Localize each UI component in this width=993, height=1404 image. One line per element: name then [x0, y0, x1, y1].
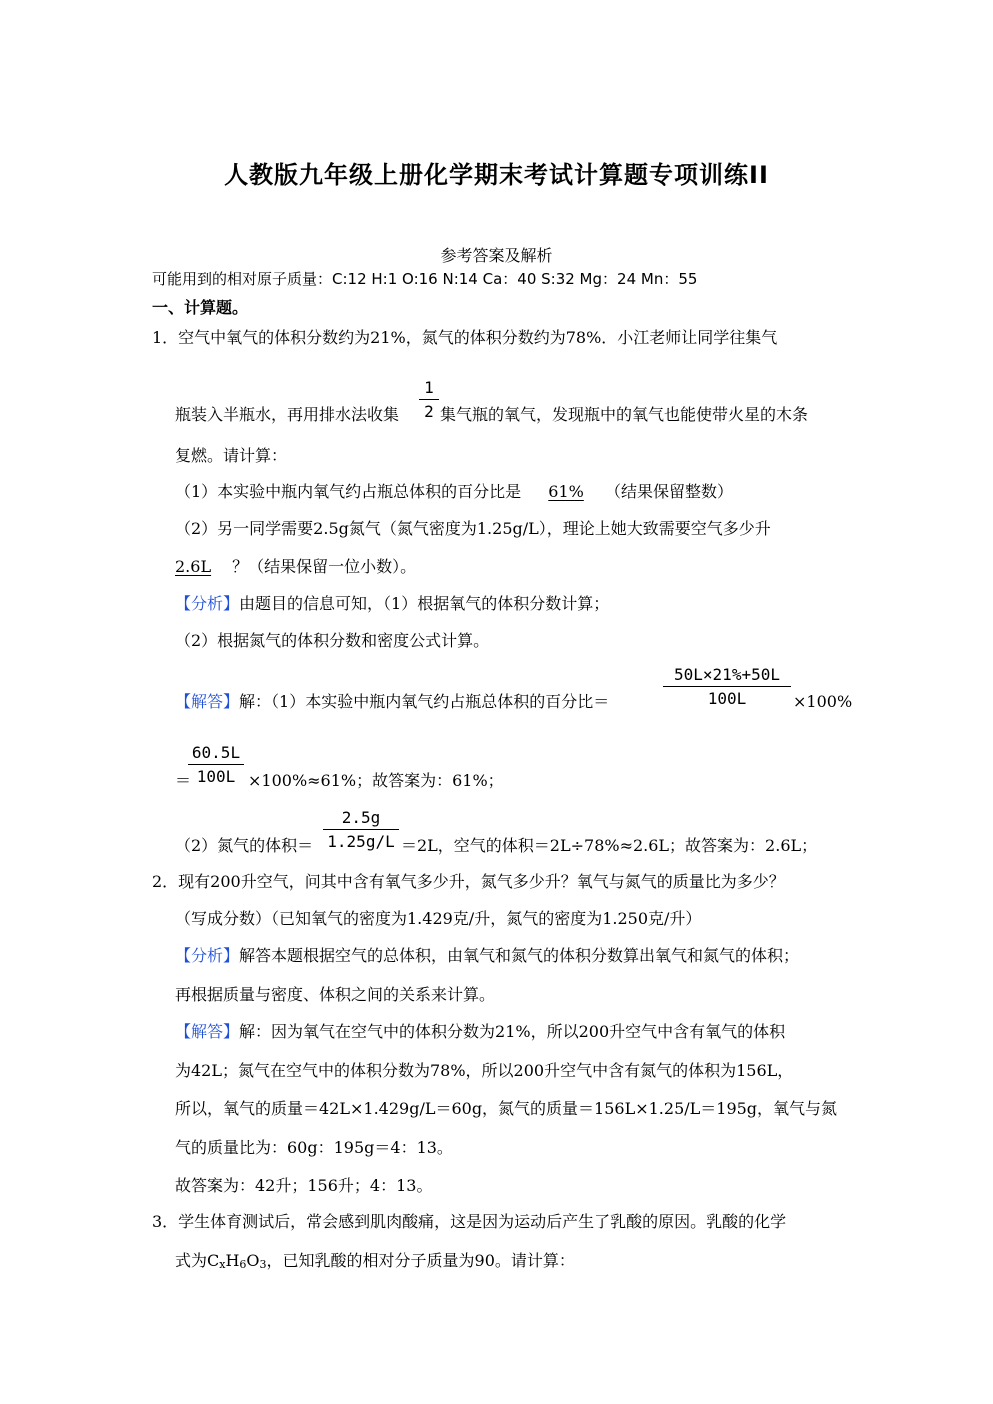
- q1-analysis-2: （2）根据氮气的体积分数和密度公式计算。: [175, 631, 490, 650]
- q1-part2: （2）另一同学需要2.5g氮气（氮气密度为1.25g/L），理论上她大致需要空气多少升: [175, 519, 771, 538]
- q3-sub-3: 3: [259, 1258, 267, 1271]
- frac-numerator: 60.5L: [191, 743, 241, 762]
- frac-bar: [188, 764, 244, 765]
- q3-formula-o: O: [246, 1251, 260, 1270]
- q2-analysis-1: [175, 946, 799, 966]
- q1-line1: 1．空气中氧气的体积分数约为21%，氮气的体积分数约为78%．小江老师让同学往集气: [152, 328, 778, 347]
- q2-solution-4: 气的质量比为：60g：195g＝4：13。: [175, 1138, 453, 1157]
- q1-part2-answer: 2.6L: [175, 557, 212, 576]
- q1-part2-note: ？（结果保留一位小数）。: [232, 557, 417, 576]
- q1-line2-post: 集气瓶的氧气，发现瓶中的氧气也能使带火星的木条: [440, 405, 809, 424]
- section-heading: 一、计算题。: [152, 298, 249, 317]
- q1-solution-fraction-3: [323, 808, 399, 852]
- q1-analysis-text: 由题目的信息可知，（1）根据氧气的体积分数计算；: [239, 594, 610, 613]
- q1-fraction-half: [419, 378, 439, 422]
- q1-solution-text: 解：（1）本实验中瓶内氧气约占瓶总体积的百分比＝: [239, 692, 610, 711]
- analysis-tag: 【分析】: [175, 594, 240, 613]
- q1-solution-fraction-1: [663, 665, 791, 709]
- q1-part1-answer: 61%: [548, 482, 584, 501]
- frac-bar: [323, 829, 399, 830]
- q3-line1: 3．学生体育测试后，常会感到肌肉酸痛，这是因为运动后产生了乳酸的原因。乳酸的化学: [152, 1212, 787, 1231]
- q3-formula-h: H: [225, 1251, 240, 1270]
- frac-denominator: 1.25g/L: [327, 832, 395, 851]
- q3-sub-x: x: [219, 1258, 226, 1271]
- q1-part1: [175, 482, 733, 502]
- q1-part2-answer-line: [175, 557, 416, 577]
- q1-solution-times: ×100%: [793, 692, 853, 711]
- q1-part1-text: （1）本实验中瓶内氧气约占瓶总体积的百分比是: [175, 482, 522, 501]
- frac-denominator: 100L: [707, 689, 747, 708]
- q3-line2: [175, 1251, 575, 1275]
- atomic-mass-line: 可能用到的相对原子质量：C:12 H:1 O:16 N:14 Ca：40 S:32 Mg：24 Mn：55: [152, 270, 698, 288]
- q2-solution-2: 为42L；氮气在空气中的体积分数为78%，所以200升空气中含有氮气的体积为156L，: [175, 1061, 794, 1080]
- q1-analysis-1: [175, 594, 609, 614]
- q1-line3: 复燃。请计算：: [175, 446, 288, 465]
- page-title: 人教版九年级上册化学期末考试计算题专项训练II: [224, 161, 769, 189]
- q2-solution-1: [175, 1022, 785, 1042]
- frac-numerator: 50L×21%+50L: [674, 665, 780, 684]
- solution-tag: 【解答】: [175, 692, 240, 711]
- q2-analysis-2: 再根据质量与密度、体积之间的关系来计算。: [175, 985, 496, 1004]
- q3-sub-6: 6: [239, 1258, 247, 1271]
- q2-solution-3: 所以，氧气的质量＝42L×1.429g/L＝60g，氮气的质量＝156L×1.25/L＝195g，氧气与氮: [175, 1099, 838, 1118]
- solution-tag: 【解答】: [175, 1022, 240, 1041]
- q3-line2-text: ，已知乳酸的相对分子质量为90。请计算：: [266, 1251, 575, 1270]
- q1-solution-part2-result: ＝2L，空气的体积＝2L÷78%≈2.6L；故答案为：2.6L；: [401, 836, 818, 855]
- q2-analysis-text: 解答本题根据空气的总体积，由氧气和氮气的体积分数算出氧气和氮气的体积；: [239, 946, 800, 965]
- frac-numerator: 2.5g: [341, 808, 381, 827]
- q1-line2-pre: 瓶装入半瓶水，再用排水法收集: [175, 405, 400, 424]
- q2-line1: 2．现有200升空气，问其中含有氧气多少升，氮气多少升？氧气与氮气的质量比为多少？: [152, 872, 785, 891]
- q1-part1-note: （结果保留整数）: [604, 482, 733, 501]
- q2-line2: （写成分数）（已知氧气的密度为1.429克/升，氮气的密度为1.250克/升）: [175, 909, 702, 928]
- q1-solution-fraction-2: [188, 743, 244, 787]
- q1-solution-result: ×100%≈61%；故答案为：61%；: [248, 771, 504, 790]
- q1-solution-1: [175, 692, 609, 712]
- q2-answer: 故答案为：42升；156升；4：13。: [175, 1176, 433, 1195]
- q2-solution-text: 解：因为氧气在空气中的体积分数为21%，所以200升空气中含有氧气的体积: [239, 1022, 786, 1041]
- frac-bar: [419, 399, 439, 400]
- analysis-tag: 【分析】: [175, 946, 240, 965]
- frac-denominator: 100L: [196, 767, 236, 786]
- q3-formula-c: 式为C: [175, 1251, 220, 1270]
- q1-solution-part2: （2）氮气的体积＝: [175, 836, 314, 855]
- q1-frac-num: 1: [424, 378, 434, 397]
- subtitle: 参考答案及解析: [440, 246, 553, 265]
- q1-frac-den: 2: [424, 402, 434, 421]
- q1-solution-eq: ＝: [175, 771, 192, 790]
- frac-bar: [663, 686, 791, 687]
